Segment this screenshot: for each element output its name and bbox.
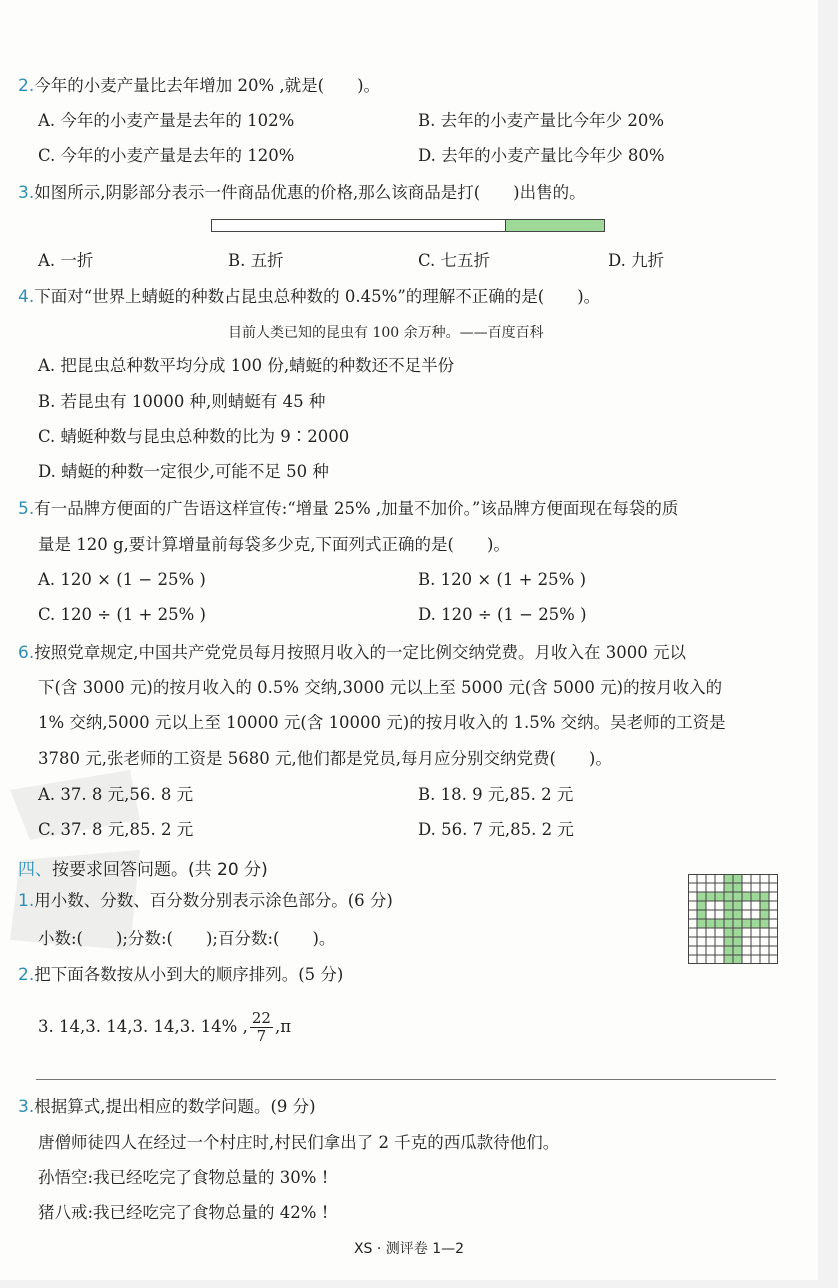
option-a: A. 一折 (38, 251, 94, 270)
story-line: 猪八戒:我已经吃完了食物总量的 42% ! (38, 1203, 329, 1222)
fraction-numerator: 22 (251, 1009, 271, 1027)
option-a: A. 今年的小麦产量是去年的 102% (38, 111, 295, 130)
number-list-part: ,π (274, 1017, 292, 1036)
option-c: C. 七五折 (418, 251, 491, 270)
question-text: 用小数、分数、百分数分别表示涂色部分。(6 分) (34, 891, 393, 910)
question-text: 有一品牌方便面的广告语这样宣传:“增量 25% ,加量不加价。”该品牌方便面现在每袋的质 (34, 499, 679, 518)
page-footer: XS · 测评卷 1—2 (353, 1241, 465, 1257)
question-text: 今年的小麦产量比去年增加 20% ,就是( )。 (34, 76, 381, 95)
option-d: D. 九折 (608, 251, 665, 270)
question-number: 6. (18, 643, 35, 663)
shaded-discount-portion (505, 220, 604, 231)
section4-question-1 (18, 891, 393, 911)
option-b: B. 去年的小麦产量比今年少 20% (418, 111, 665, 130)
story-line: 孙悟空:我已经吃完了食物总量的 30% ! (38, 1168, 329, 1187)
question-text: 按照党章规定,中国共产党党员每月按照月收入的一定比例交纳党费。月收入在 3000 元以 (34, 643, 686, 662)
question-2 (18, 76, 380, 96)
question-text: 如图所示,阴影部分表示一件商品优惠的价格,那么该商品是打( )出售的。 (34, 183, 586, 202)
number-list-part: ,3. 14% , (174, 1017, 248, 1036)
story-line: 唐僧师徒四人在经过一个村庄时,村民们拿出了 2 千克的西瓜款待他们。 (38, 1133, 560, 1152)
number-list (38, 1010, 291, 1045)
option-c: C. 蜻蜓种数与昆虫总种数的比为 9∶2000 (38, 427, 350, 446)
number-list-part: 3. 14,3. 1 (38, 1017, 117, 1036)
section-title-text: 按要求回答问题。(共 20 分) (52, 860, 268, 880)
question-text-cont: 下(含 3000 元)的按月收入的 0.5% 交纳,3000 元以上至 5000 元(含 5000 元)的按月收入的 (38, 678, 723, 697)
option-b: B. 五折 (228, 251, 284, 270)
question-number: 5. (18, 499, 35, 519)
repeating-digit: · 1 (153, 1017, 164, 1036)
option-a: A. 把昆虫总种数平均分成 100 份,蜻蜓的种数还不足半份 (38, 356, 455, 375)
option-d: D. 蜻蜓的种数一定很少,可能不足 50 种 (38, 462, 329, 481)
question-text-cont: 3780 元,张老师的工资是 5680 元,他们都是党员,每月应分别交纳党费( )。 (38, 749, 612, 768)
option-a: A. 37. 8 元,56. 8 元 (38, 785, 194, 804)
question-number: 3. (18, 183, 35, 203)
question-text: 把下面各数按从小到大的顺序排列。(5 分) (34, 965, 344, 984)
question-text: 根据算式,提出相应的数学问题。(9 分) (34, 1097, 316, 1116)
fraction (250, 1010, 273, 1045)
question-text-cont: 量是 120 g,要计算增量前每袋多少克,下面列式正确的是( )。 (38, 535, 510, 554)
question-number: 2. (18, 965, 35, 985)
question-number: 1. (18, 891, 35, 911)
price-bar-diagram (211, 219, 605, 232)
ten-by-ten-grid (688, 874, 778, 964)
fraction-denominator: 7 (256, 1027, 267, 1045)
question-3 (18, 183, 586, 203)
question-number: 4. (18, 287, 35, 307)
option-c: C. 37. 8 元,85. 2 元 (38, 820, 194, 839)
repeating-digit: · 4 (117, 1017, 128, 1036)
option-a: A. 120 × (1 − 25% ) (38, 570, 206, 589)
option-d: D. 去年的小麦产量比今年少 80% (418, 146, 665, 165)
question-text-cont: 1% 交纳,5000 元以上至 10000 元(含 10000 元)的按月收入的 1.5% 交纳。吴老师的工资是 (38, 713, 726, 732)
option-c: C. 今年的小麦产量是去年的 120% (38, 146, 295, 165)
answer-line: 小数:( );分数:( );百分数:( )。 (38, 929, 336, 948)
section4-question-2 (18, 965, 343, 985)
reference-note: 目前人类已知的昆虫有 100 余万种。——百度百科 (228, 325, 544, 341)
question-number: 2. (18, 76, 35, 96)
section-number: 四、 (18, 860, 52, 880)
option-c: C. 120 ÷ (1 + 25% ) (38, 605, 206, 624)
shaded-grid-figure (688, 874, 778, 968)
question-6 (18, 643, 686, 663)
option-b: B. 18. 9 元,85. 2 元 (418, 785, 574, 804)
option-d: D. 120 ÷ (1 − 25% ) (418, 605, 587, 624)
answer-rule-line (36, 1079, 776, 1080)
number-list-part: ,3. (127, 1017, 154, 1036)
question-text: 下面对“世界上蜻蜓的种数占昆虫总种数的 0.45%”的理解不正确的是( )。 (34, 287, 601, 306)
option-b: B. 若昆虫有 10000 种,则蜻蜓有 45 种 (38, 392, 326, 411)
section-4-title (18, 855, 268, 880)
option-b: B. 120 × (1 + 25% ) (418, 570, 587, 589)
repeating-digit: · 4 (164, 1017, 175, 1036)
question-4 (18, 287, 600, 307)
option-d: D. 56. 7 元,85. 2 元 (418, 820, 574, 839)
question-5 (18, 499, 678, 519)
question-number: 3. (18, 1097, 35, 1117)
section4-question-3 (18, 1097, 316, 1117)
